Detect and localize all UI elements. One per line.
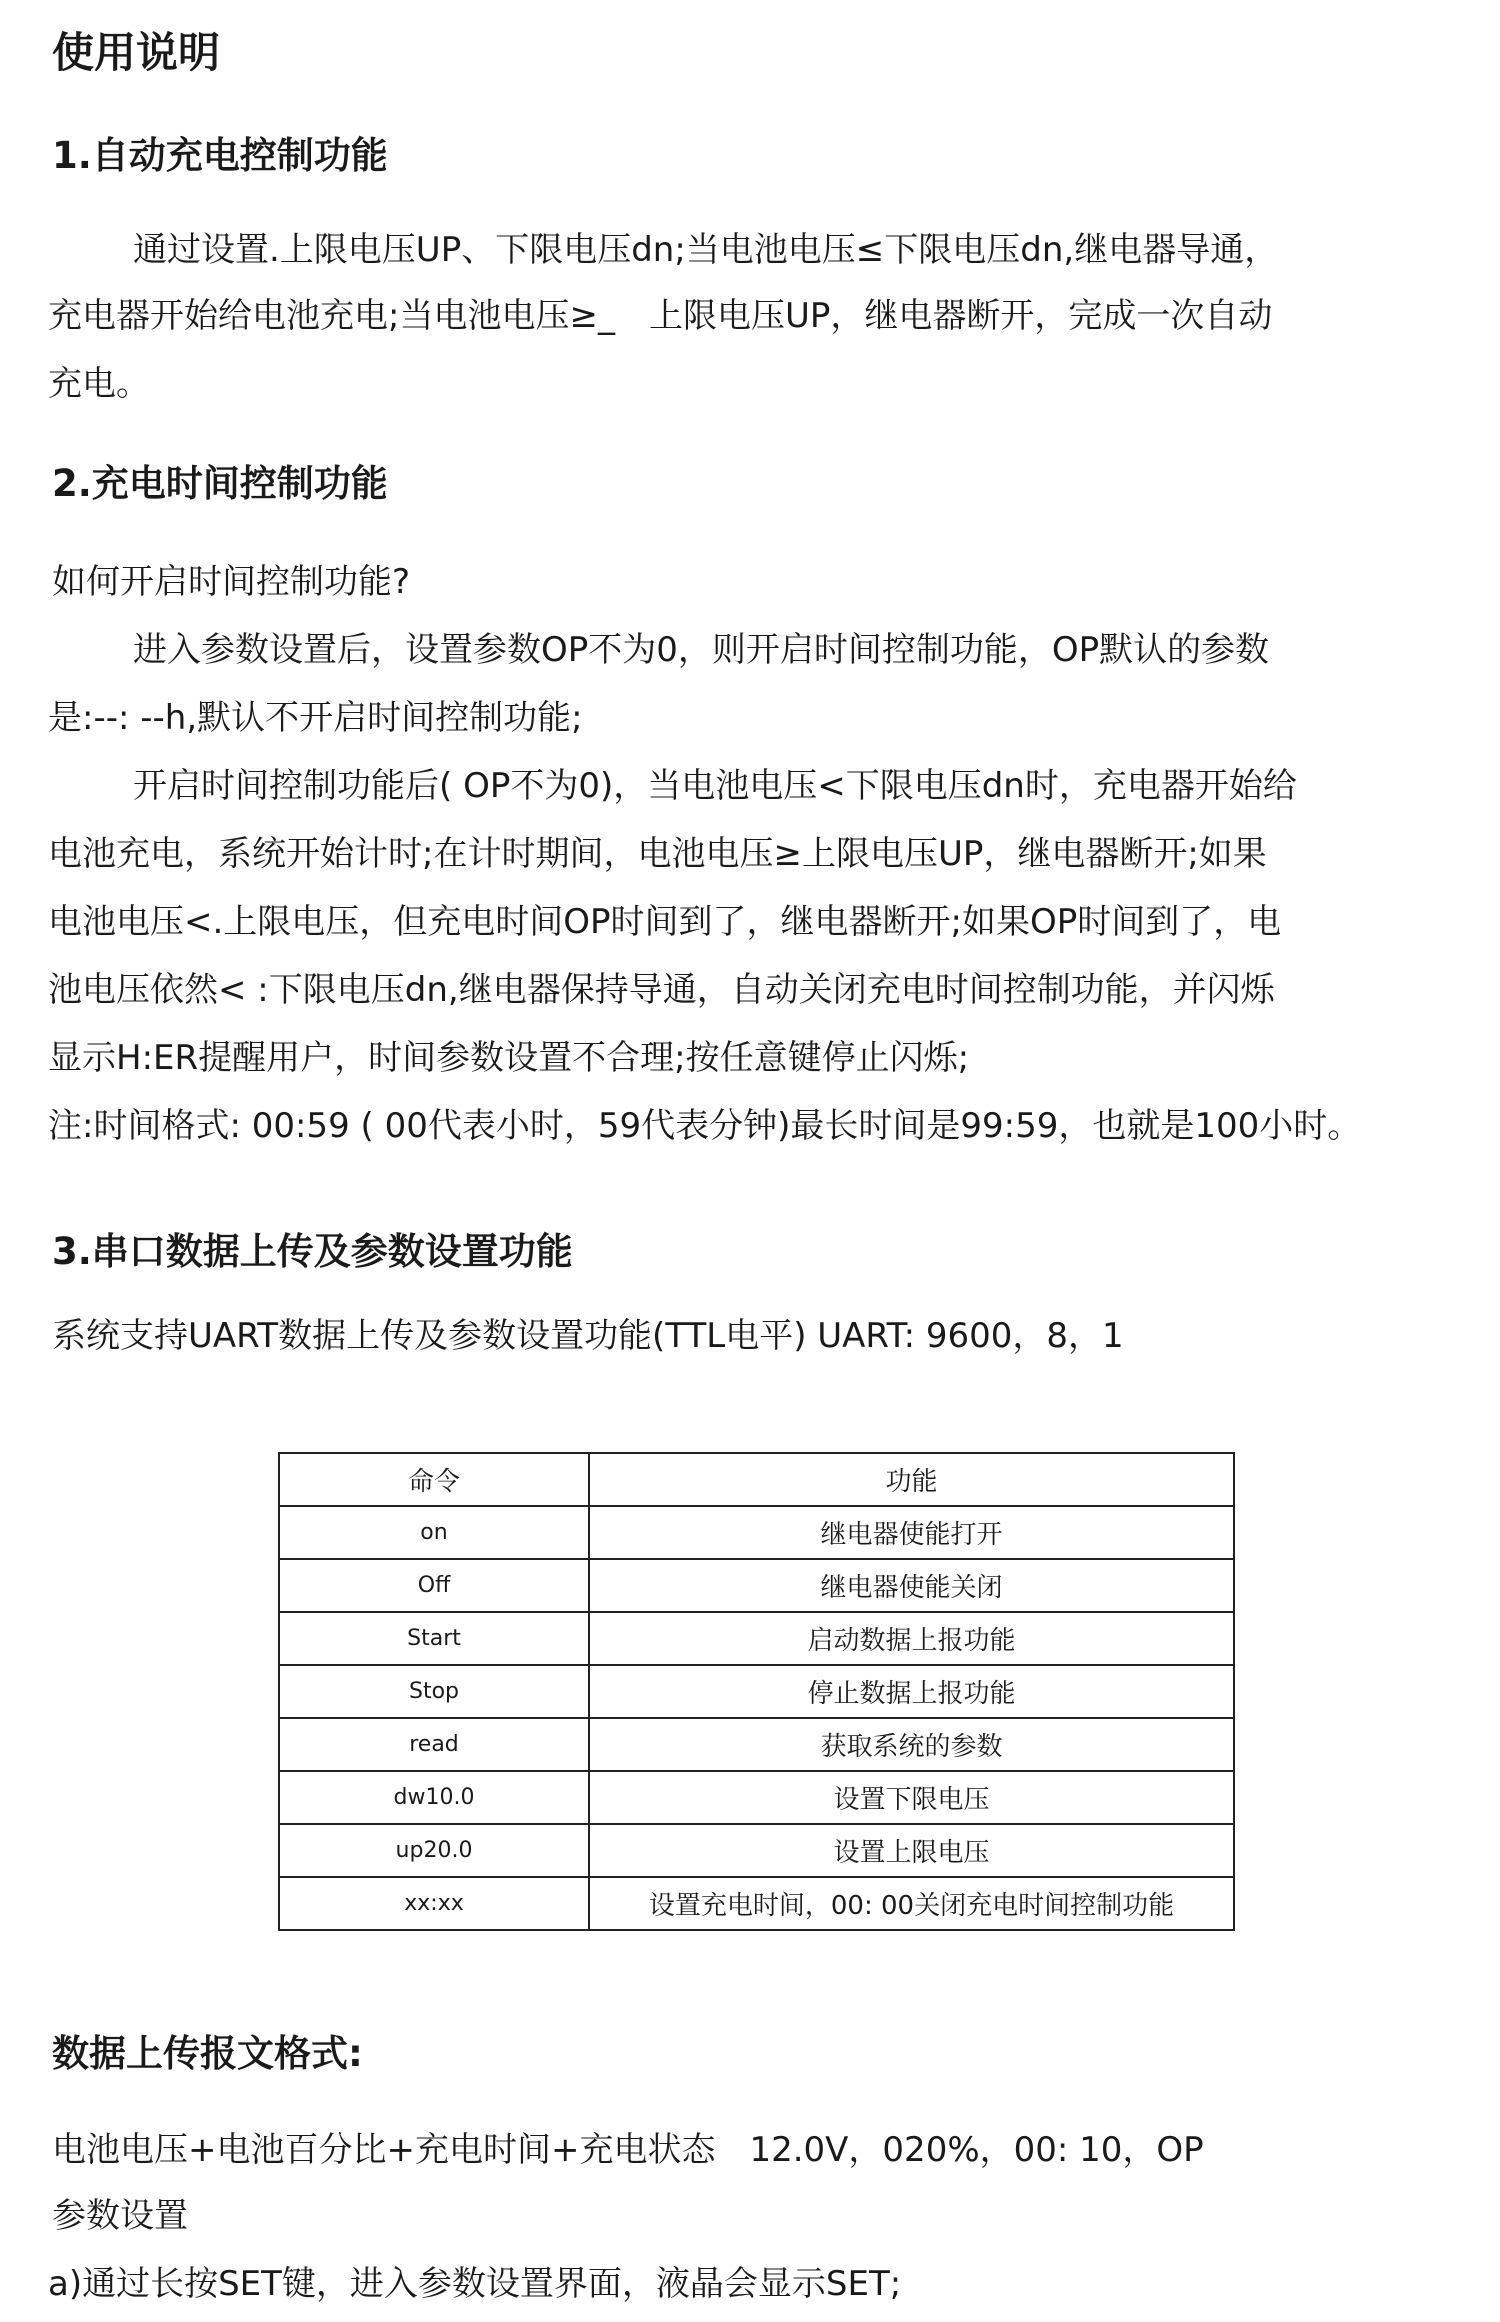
section1-line-3: 充电。 bbox=[48, 364, 150, 404]
section2-para2-line-4: 池电压依然< :下限电压dn,继电器保持导通，自动关闭充电时间控制功能，并闪烁 bbox=[48, 970, 1275, 1010]
command-cell: xx:xx bbox=[279, 1877, 589, 1930]
table-row bbox=[279, 1824, 1234, 1877]
param-heading: 参数设置 bbox=[52, 2196, 188, 2236]
section2-para2-line-2: 电池充电，系统开始计时;在计时期间，电池电压≥上限电压UP，继电器断开;如果 bbox=[48, 834, 1267, 874]
function-cell: 启动数据上报功能 bbox=[589, 1612, 1234, 1665]
table-row bbox=[279, 1718, 1234, 1771]
upload-heading: 数据上传报文格式: bbox=[52, 2032, 363, 2075]
command-cell: Start bbox=[279, 1612, 589, 1665]
page-title: 使用说明 bbox=[52, 28, 221, 77]
table-row bbox=[279, 1559, 1234, 1612]
table-header-function: 功能 bbox=[589, 1453, 1234, 1506]
section2-heading: 2.充电时间控制功能 bbox=[52, 462, 388, 505]
table-header-command: 命令 bbox=[279, 1453, 589, 1506]
function-cell: 获取系统的参数 bbox=[589, 1718, 1234, 1771]
function-cell: 设置上限电压 bbox=[589, 1824, 1234, 1877]
table-row bbox=[279, 1506, 1234, 1559]
function-cell: 设置下限电压 bbox=[589, 1771, 1234, 1824]
section2-para1-line-2: 是:--: --h,默认不开启时间控制功能; bbox=[48, 698, 583, 738]
command-cell: dw10.0 bbox=[279, 1771, 589, 1824]
command-table bbox=[278, 1452, 1235, 1931]
command-cell: up20.0 bbox=[279, 1824, 589, 1877]
command-cell: read bbox=[279, 1718, 589, 1771]
section2-question: 如何开启时间控制功能? bbox=[52, 562, 411, 602]
section2-note: 注:时间格式: 00:59 ( 00代表小时，59代表分钟)最长时间是99:59，也就是100小时。 bbox=[48, 1106, 1362, 1146]
section2-para2-line-1: 开启时间控制功能后( OP不为0)，当电池电压<下限电压dn时，充电器开始给 bbox=[133, 766, 1297, 806]
section2-para1-line-1: 进入参数设置后，设置参数OP不为0，则开启时间控制功能，OP默认的参数 bbox=[133, 630, 1270, 670]
function-cell: 继电器使能打开 bbox=[589, 1506, 1234, 1559]
function-cell: 继电器使能关闭 bbox=[589, 1559, 1234, 1612]
section2-para2-line-3: 电池电压<.上限电压，但充电时间OP时间到了，继电器断开;如果OP时间到了，电 bbox=[48, 902, 1282, 942]
table-header-row bbox=[279, 1453, 1234, 1506]
section1-heading: 1.自动充电控制功能 bbox=[52, 134, 388, 177]
section1-line-2: 充电器开始给电池充电;当电池电压≥_ 上限电压UP，继电器断开，完成一次自动 bbox=[48, 296, 1273, 336]
table-row bbox=[279, 1665, 1234, 1718]
upload-format: 电池电压+电池百分比+充电时间+充电状态 12.0V，020%，00: 10，OP bbox=[52, 2130, 1204, 2170]
function-cell: 设置充电时间，00: 00关闭充电时间控制功能 bbox=[589, 1877, 1234, 1930]
section3-intro: 系统支持UART数据上传及参数设置功能(TTL电平) UART: 9600，8，1 bbox=[52, 1316, 1124, 1356]
section3-heading: 3.串口数据上传及参数设置功能 bbox=[52, 1230, 573, 1273]
table-row bbox=[279, 1877, 1234, 1930]
param-step-a: a)通过长按SET键，进入参数设置界面，液晶会显示SET; bbox=[48, 2264, 902, 2304]
section2-para2-line-5: 显示H:ER提醒用户，时间参数设置不合理;按任意键停止闪烁; bbox=[48, 1038, 970, 1078]
command-cell: on bbox=[279, 1506, 589, 1559]
section1-line-1: 通过设置.上限电压UP、下限电压dn;当电池电压≤下限电压dn,继电器导通， bbox=[133, 230, 1279, 270]
table-row bbox=[279, 1771, 1234, 1824]
command-cell: Off bbox=[279, 1559, 589, 1612]
command-cell: Stop bbox=[279, 1665, 589, 1718]
table-row bbox=[279, 1612, 1234, 1665]
function-cell: 停止数据上报功能 bbox=[589, 1665, 1234, 1718]
